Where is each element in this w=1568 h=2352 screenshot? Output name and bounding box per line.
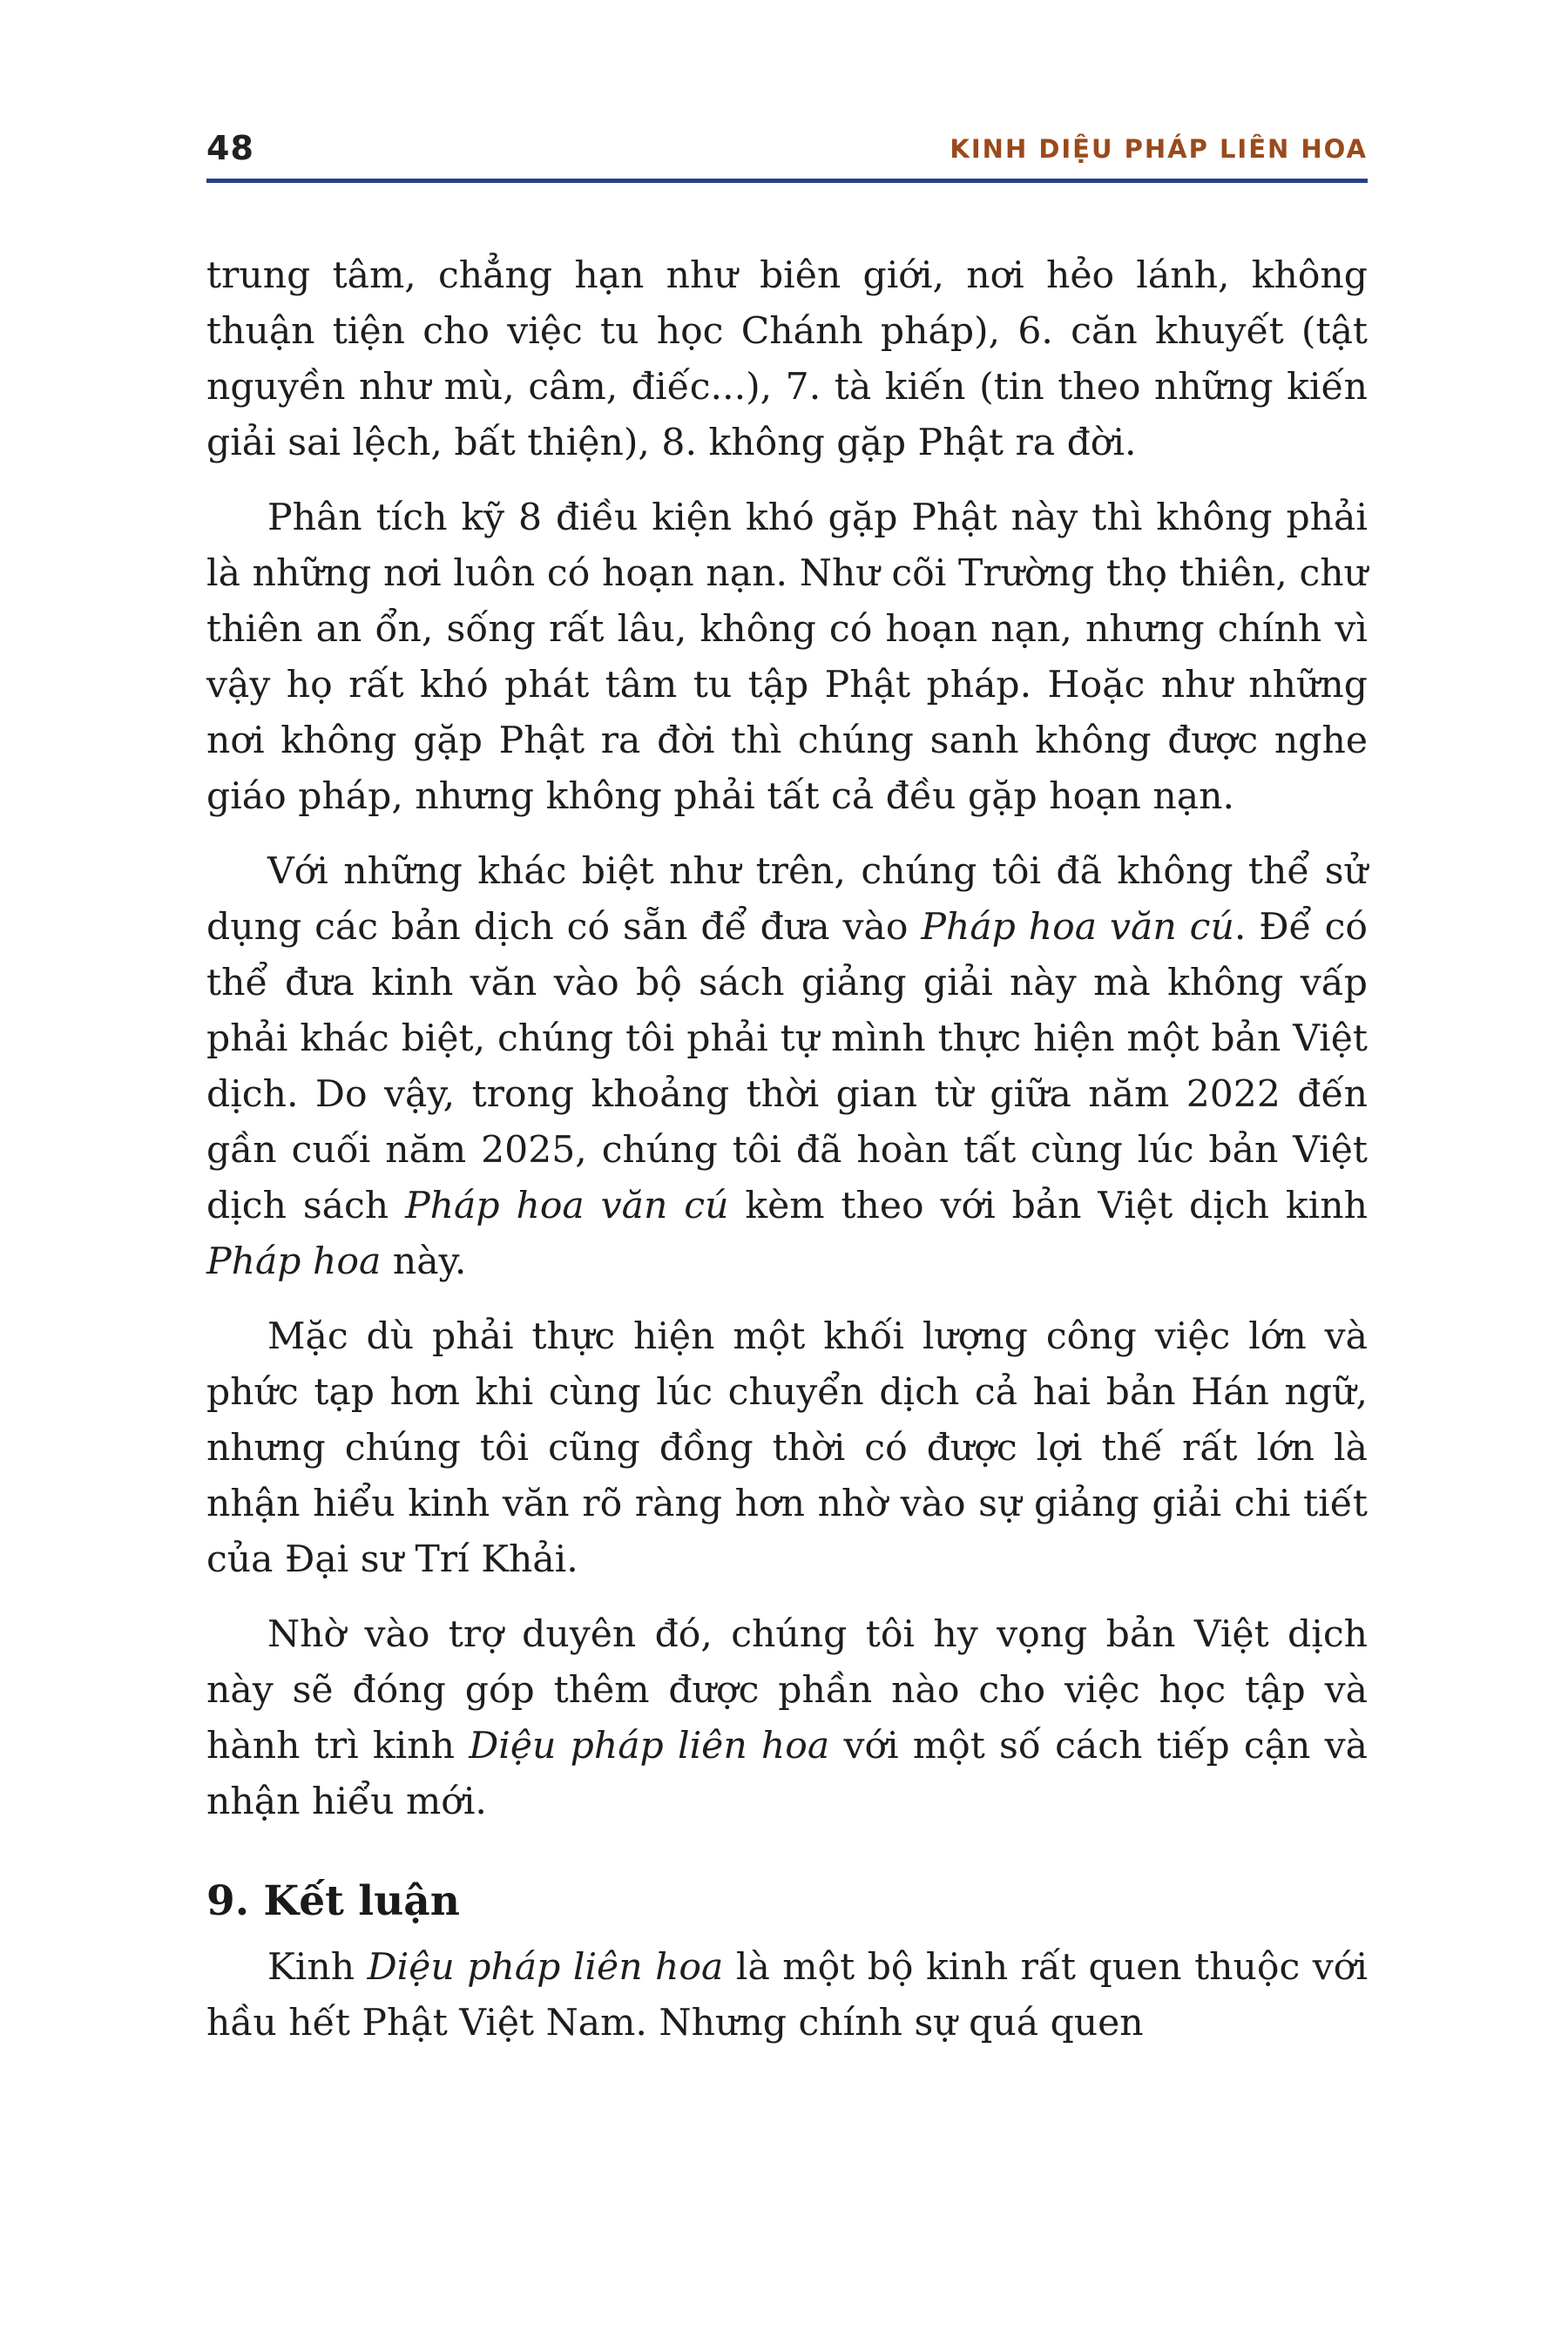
text-run: với một số cách tiếp cận và nhận hiểu mới.	[206, 1725, 1368, 1823]
text-run: này.	[381, 1240, 467, 1283]
text-run: . Để có thể đưa kinh văn vào bộ sách giảng giải này mà không vấp phải khác biệt, chúng tôi phải tự mình thực hiện một bản Việt dịch. Do vậy, trong khoảng thời gian từ giữa năm 2022 đến gần cuối năm 2025, chúng tôi đã hoàn tất cùng lúc bản Việt dịch sách	[206, 906, 1369, 1227]
section-heading: 9. Kết luận	[206, 1877, 460, 1925]
book-title-italic: Pháp hoa văn cú	[405, 1185, 729, 1227]
paragraph	[206, 1607, 1368, 1830]
text-run: Kinh	[267, 1946, 368, 1989]
text-run: kèm theo với bản Việt dịch kinh	[728, 1185, 1368, 1227]
paragraph: Mặc dù phải thực hiện một khối lượng công việc lớn và phức tạp hơn khi cùng lúc chuyển dịch cả hai bản Hán ngữ, nhưng chúng tôi cũng đồng thời có được lợi thế rất lớn là nhận hiểu kinh văn rõ ràng hơn nhờ vào sự giảng giải chi tiết của Đại sư Trí Khải.	[206, 1315, 1368, 1581]
paragraph	[206, 844, 1368, 1290]
page-number: 48	[206, 129, 254, 167]
text-run: là một bộ kinh rất quen thuộc với hầu hết Phật Việt Nam. Nhưng chính sự quá quen	[206, 1946, 1368, 2044]
paragraph: Phân tích kỹ 8 điều kiện khó gặp Phật này thì không phải là những nơi luôn có hoạn nạn. Như cõi Trường thọ thiên, chư thiên an ổn, sống rất lâu, không có hoạn nạn, nhưng chính vì vậy họ rất khó phát tâm tu tập Phật pháp. Hoặc như những nơi không gặp Phật ra đời thì chúng sanh không được nghe giáo pháp, nhưng không phải tất cả đều gặp hoạn nạn.	[206, 497, 1368, 818]
text-run: Nhờ vào trợ duyên đó, chúng tôi hy vọng bản Việt dịch này sẽ đóng góp thêm được phần nào cho việc học tập và hành trì kinh	[206, 1613, 1368, 1767]
text-run: Với những khác biệt như trên, chúng tôi đã không thể sử dụng các bản dịch có sẵn để đưa vào	[206, 850, 1368, 949]
page-body	[206, 248, 1368, 2071]
book-title-italic: Pháp hoa văn cú	[921, 906, 1234, 949]
book-title-italic: Pháp hoa	[206, 1240, 382, 1283]
book-title-italic: Diệu pháp liên hoa	[367, 1946, 724, 1989]
header-divider	[206, 179, 1368, 183]
book-title-italic: Diệu pháp liên hoa	[469, 1725, 830, 1767]
page-header	[206, 122, 1368, 183]
paragraph	[206, 1940, 1368, 2051]
running-title: KINH DIỆU PHÁP LIÊN HOA	[950, 134, 1368, 164]
paragraph-continued: trung tâm, chẳng hạn như biên giới, nơi hẻo lánh, không thuận tiện cho việc tu học Chánh pháp), 6. căn khuyết (tật nguyền như mù, câm, điếc...), 7. tà kiến (tin theo những kiến giải sai lệch, bất thiện), 8. không gặp Phật ra đời.	[206, 254, 1368, 464]
